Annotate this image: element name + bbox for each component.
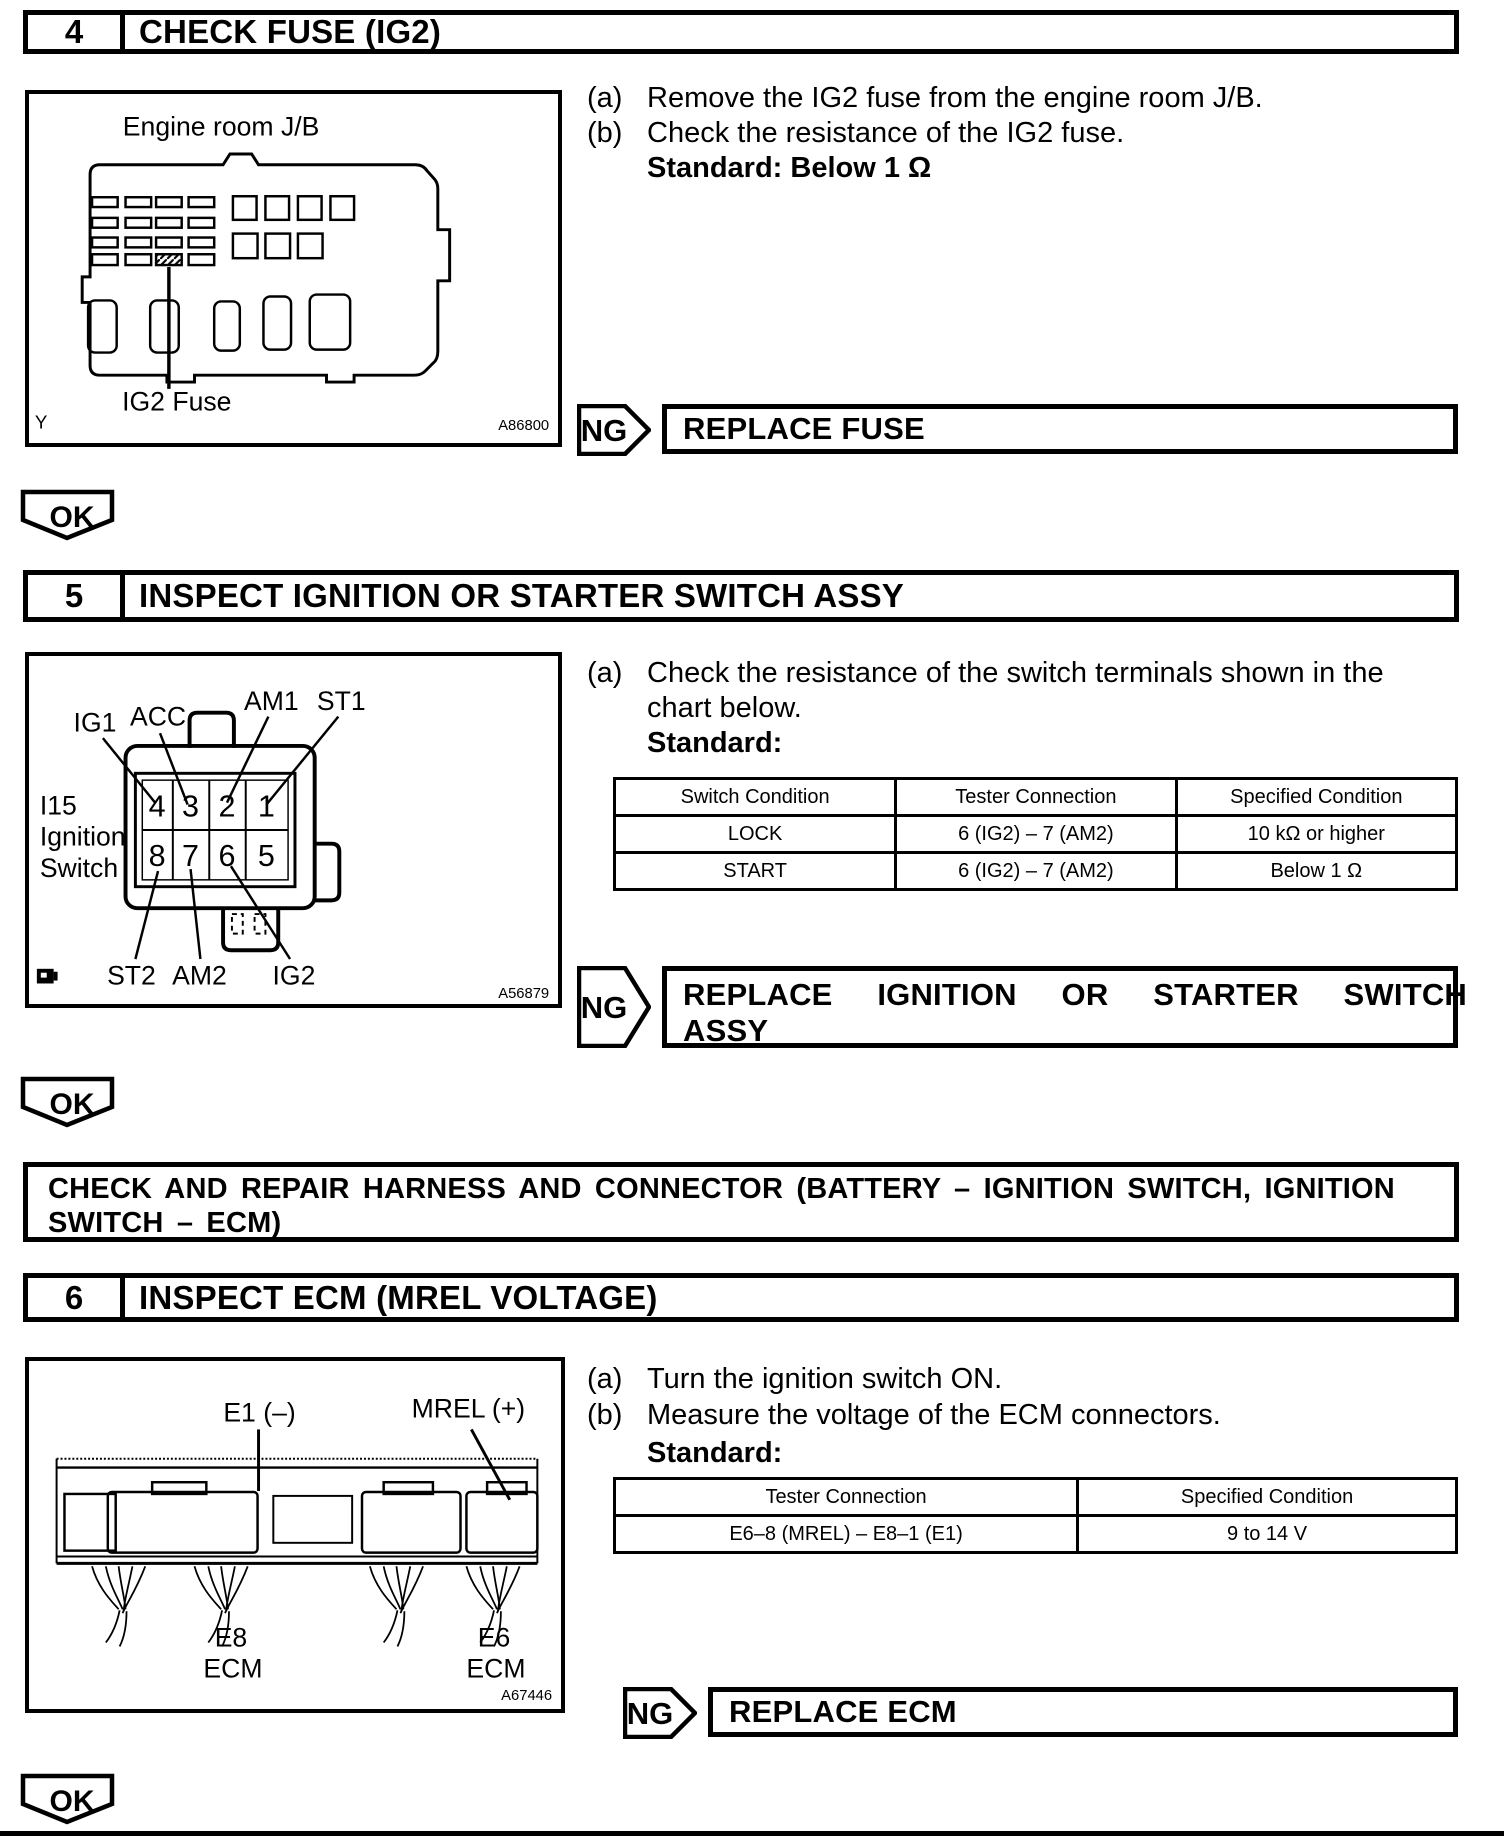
step-6-ng-action: REPLACE ECM	[708, 1687, 1458, 1737]
probe-label-negative: E1 (–)	[223, 1397, 296, 1428]
instruction-text: Check the resistance of the IG2 fuse.	[647, 117, 1125, 149]
instruction-text: Remove the IG2 fuse from the engine room J/B.	[647, 82, 1263, 114]
figure-ignition-switch-connector	[25, 652, 562, 1008]
col-header: Tester Connection	[896, 779, 1176, 816]
figure-id: A67446	[501, 1688, 553, 1705]
relay-squares	[233, 196, 354, 258]
table-row	[615, 816, 1457, 853]
step-5-instruction-a-line2: chart below.	[647, 692, 802, 724]
instruction-label: (a)	[587, 82, 623, 114]
instruction-label: (b)	[587, 117, 623, 149]
ng-action-line2: ASSY	[683, 1013, 769, 1048]
ng-label: NG	[580, 990, 628, 1025]
ng-action-line1: REPLACE IGNITION OR STARTER SWITCH	[683, 977, 1467, 1012]
part-name-line1: Ignition	[39, 821, 126, 852]
step-4-standard: Standard: Below 1 Ω	[647, 152, 932, 184]
pin-8: 8	[148, 839, 166, 874]
fuse-slot-grid	[92, 197, 214, 265]
step-5-standard-label: Standard:	[647, 727, 783, 759]
ecm-diagram	[29, 1361, 561, 1709]
instruction-text: Check the resistance of the switch terminals shown in the	[647, 657, 1384, 689]
ng-arrow	[577, 966, 651, 1048]
ig2-fuse-callout: IG2 Fuse	[122, 386, 232, 417]
ok-label: OK	[49, 501, 95, 534]
terminal-label-am2: AM2	[172, 960, 227, 991]
connector-name-e6-ecm: ECM	[466, 1653, 526, 1684]
pin-1: 1	[257, 789, 275, 824]
ng-label: NG	[580, 413, 628, 448]
table-row	[615, 1516, 1457, 1553]
part-code: I15	[39, 790, 77, 821]
cell: 9 to 14 V	[1078, 1516, 1457, 1553]
step-6-instruction-a	[587, 1363, 1002, 1396]
figure-engine-room-junction-block	[25, 90, 562, 447]
pin-leader-lines	[103, 717, 338, 959]
terminal-label-acc: ACC	[129, 701, 187, 732]
step-6-header	[23, 1273, 1459, 1322]
cell: LOCK	[615, 816, 896, 853]
fuse-box-diagram	[29, 94, 558, 443]
cell: E6–8 (MREL) – E8–1 (E1)	[615, 1516, 1078, 1553]
wire-bundles	[92, 1566, 520, 1646]
step-6-standard-label: Standard:	[647, 1437, 783, 1469]
part-name-line2: Switch	[39, 853, 119, 883]
table-row	[615, 853, 1457, 890]
figure-id: A86800	[498, 418, 550, 435]
col-header: Specified Condition	[1078, 1479, 1457, 1516]
step-6-title: INSPECT ECM (MREL VOLTAGE)	[139, 1278, 658, 1316]
col-header: Tester Connection	[615, 1479, 1078, 1516]
ig2-fuse-slot	[156, 254, 182, 265]
pin-6: 6	[218, 839, 236, 874]
step-4-instruction-a	[587, 82, 1263, 115]
switch-resistance-table	[613, 777, 1458, 891]
cell: Below 1 Ω	[1176, 853, 1456, 890]
pin-5: 5	[257, 839, 275, 874]
cell: 6 (IG2) – 7 (AM2)	[896, 853, 1176, 890]
ok-label: OK	[49, 1785, 95, 1818]
connector-name-e8-ecm: ECM	[203, 1653, 263, 1684]
col-header: Specified Condition	[1176, 779, 1456, 816]
step-4-title: CHECK FUSE (IG2)	[139, 13, 442, 50]
step-4-ng-action: REPLACE FUSE	[662, 404, 1458, 454]
step-5-number: 5	[28, 575, 125, 617]
step-4-header	[23, 10, 1459, 54]
step-5-ng-action	[662, 966, 1467, 1048]
table-header-row	[615, 779, 1457, 816]
instruction-label: (a)	[587, 1363, 623, 1395]
ng-arrow	[623, 1687, 697, 1739]
figure-ecm-connectors	[25, 1357, 565, 1713]
pin-4: 4	[148, 789, 166, 824]
large-fuse-slots	[88, 295, 350, 353]
step-4-number: 4	[28, 15, 125, 49]
cell: START	[615, 853, 896, 890]
table-header-row	[615, 1479, 1457, 1516]
connector-body	[126, 713, 340, 951]
pin-3: 3	[182, 789, 200, 824]
terminal-label-am1: AM1	[243, 685, 299, 716]
harness-note-line1: CHECK AND REPAIR HARNESS AND CONNECTOR (BATTERY – IGNITION SWITCH, IGNITION	[48, 1173, 1395, 1205]
terminal-label-st1: ST1	[316, 685, 366, 716]
step-6-instruction-b	[587, 1399, 1221, 1432]
terminal-label-st2: ST2	[107, 960, 156, 991]
page-bottom-rule	[0, 1831, 1504, 1836]
ignition-switch-diagram	[29, 656, 558, 1004]
ng-arrow	[577, 404, 651, 456]
col-header: Switch Condition	[615, 779, 896, 816]
harness-repair-note	[23, 1162, 1459, 1242]
terminal-label-ig1: IG1	[73, 707, 117, 738]
ok-arrow	[20, 1076, 115, 1128]
ecm-connector-blocks	[64, 1482, 537, 1552]
figure-title: Engine room J/B	[122, 111, 320, 142]
instruction-text: Measure the voltage of the ECM connectors.	[647, 1399, 1221, 1431]
connector-view-icon	[37, 969, 58, 984]
cell: 10 kΩ or higher	[1176, 816, 1456, 853]
figure-id: A56879	[498, 986, 550, 1003]
harness-note-line2: SWITCH – ECM)	[48, 1207, 282, 1239]
step-4-instruction-b	[587, 117, 1124, 150]
connector-name-e6: E6	[477, 1622, 511, 1653]
step-6-number: 6	[28, 1278, 125, 1317]
instruction-label: (a)	[587, 657, 623, 689]
mrel-leader-line	[471, 1429, 509, 1499]
step-5-header	[23, 570, 1459, 622]
ok-label: OK	[49, 1088, 95, 1121]
probe-label-positive: MREL (+)	[411, 1393, 526, 1424]
instruction-text: Turn the ignition switch ON.	[647, 1363, 1003, 1395]
pin-7: 7	[182, 839, 200, 874]
ecm-voltage-table	[613, 1477, 1458, 1554]
cell: 6 (IG2) – 7 (AM2)	[896, 816, 1176, 853]
ok-arrow	[20, 1773, 115, 1825]
step-5-instruction-a	[587, 657, 1384, 690]
figure-corner-mark: Y	[34, 411, 48, 433]
pin-2: 2	[218, 789, 236, 824]
ok-arrow	[20, 489, 115, 541]
terminal-label-ig2: IG2	[272, 960, 316, 991]
step-5-title: INSPECT IGNITION OR STARTER SWITCH ASSY	[139, 577, 904, 614]
ng-label: NG	[626, 1696, 674, 1731]
connector-name-e8: E8	[214, 1622, 248, 1653]
instruction-label: (b)	[587, 1399, 623, 1431]
